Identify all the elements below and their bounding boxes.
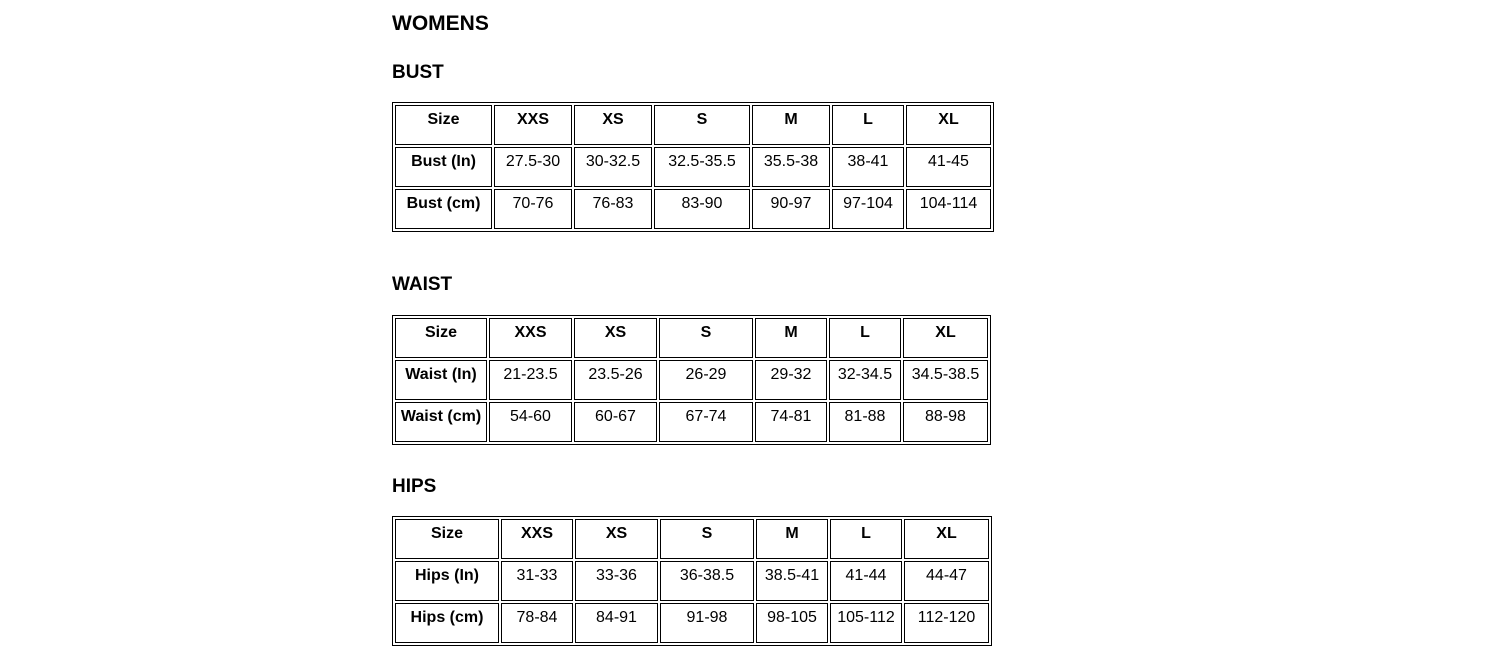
table-cell: 81-88 [829, 402, 901, 442]
table-cell: 32-34.5 [829, 360, 901, 400]
header-cell: S [660, 519, 754, 559]
header-cell: XXS [489, 318, 572, 358]
table-cell: 31-33 [501, 561, 573, 601]
header-cell: XS [574, 318, 657, 358]
section-title-bust: BUST [392, 62, 444, 83]
table-cell: 104-114 [906, 189, 991, 229]
header-cell: L [830, 519, 902, 559]
table-cell: 29-32 [755, 360, 827, 400]
table-cell: 88-98 [903, 402, 988, 442]
table-cell: 70-76 [494, 189, 572, 229]
page-title: WOMENS [392, 12, 489, 35]
header-cell: Size [395, 105, 492, 145]
row-label: Hips (cm) [395, 603, 499, 643]
table-cell: 105-112 [830, 603, 902, 643]
table-cell: 26-29 [659, 360, 753, 400]
bust-size-table [392, 102, 994, 232]
table-cell: 98-105 [756, 603, 828, 643]
table-cell: 91-98 [660, 603, 754, 643]
table-cell: 23.5-26 [574, 360, 657, 400]
table-row [395, 561, 989, 601]
header-cell: S [659, 318, 753, 358]
table-cell: 38.5-41 [756, 561, 828, 601]
header-cell: XS [575, 519, 658, 559]
table-row [395, 147, 991, 187]
table-cell: 32.5-35.5 [654, 147, 750, 187]
row-label: Hips (In) [395, 561, 499, 601]
header-cell: M [755, 318, 827, 358]
table-header-row [395, 519, 989, 559]
table-cell: 112-120 [904, 603, 989, 643]
header-cell: XXS [494, 105, 572, 145]
table-row [395, 402, 988, 442]
table-header-row [395, 105, 991, 145]
row-label: Waist (In) [395, 360, 487, 400]
waist-size-table [392, 315, 991, 445]
header-cell: L [829, 318, 901, 358]
header-cell: XL [904, 519, 989, 559]
table-cell: 84-91 [575, 603, 658, 643]
table-cell: 34.5-38.5 [903, 360, 988, 400]
table-cell: 30-32.5 [574, 147, 652, 187]
section-title-waist: WAIST [392, 274, 453, 295]
header-cell: XS [574, 105, 652, 145]
table-cell: 36-38.5 [660, 561, 754, 601]
table-cell: 76-83 [574, 189, 652, 229]
row-label: Bust (cm) [395, 189, 492, 229]
table-cell: 83-90 [654, 189, 750, 229]
table-cell: 60-67 [574, 402, 657, 442]
table-cell: 74-81 [755, 402, 827, 442]
hips-size-table [392, 516, 992, 646]
header-cell: XL [906, 105, 991, 145]
table-cell: 67-74 [659, 402, 753, 442]
table-row [395, 360, 988, 400]
table-row [395, 189, 991, 229]
table-cell: 41-44 [830, 561, 902, 601]
table-cell: 35.5-38 [752, 147, 830, 187]
table-header-row [395, 318, 988, 358]
section-title-hips: HIPS [392, 476, 437, 497]
header-cell: XXS [501, 519, 573, 559]
table-cell: 38-41 [832, 147, 904, 187]
row-label: Waist (cm) [395, 402, 487, 442]
table-cell: 44-47 [904, 561, 989, 601]
table-row [395, 603, 989, 643]
header-cell: Size [395, 318, 487, 358]
table-cell: 21-23.5 [489, 360, 572, 400]
header-cell: Size [395, 519, 499, 559]
header-cell: M [756, 519, 828, 559]
table-cell: 33-36 [575, 561, 658, 601]
header-cell: S [654, 105, 750, 145]
table-cell: 54-60 [489, 402, 572, 442]
table-cell: 41-45 [906, 147, 991, 187]
table-cell: 78-84 [501, 603, 573, 643]
table-cell: 27.5-30 [494, 147, 572, 187]
header-cell: L [832, 105, 904, 145]
header-cell: M [752, 105, 830, 145]
header-cell: XL [903, 318, 988, 358]
row-label: Bust (In) [395, 147, 492, 187]
table-cell: 90-97 [752, 189, 830, 229]
table-cell: 97-104 [832, 189, 904, 229]
